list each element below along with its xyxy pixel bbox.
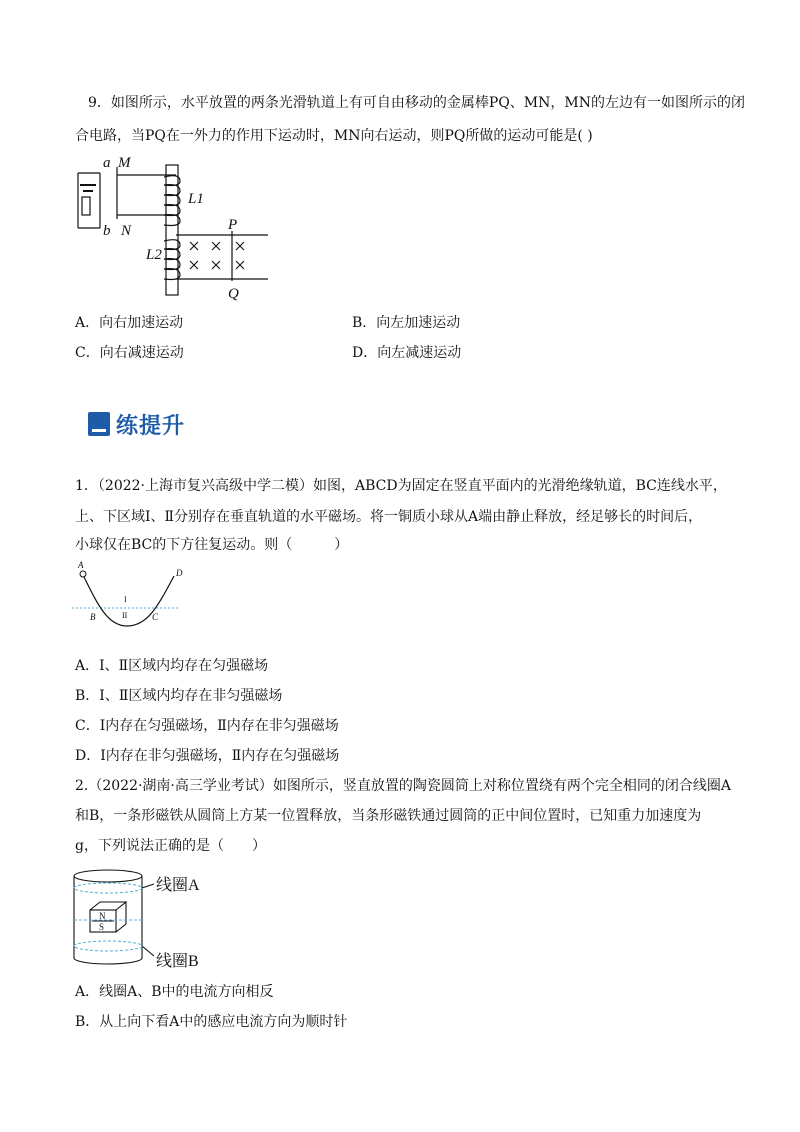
p1-option-b: B．Ⅰ、Ⅱ区域内均存在非匀强磁场 <box>75 688 283 704</box>
p2-stem-line3: g，下列说法正确的是（ ） <box>75 838 266 854</box>
p2-option-b: B．从上向下看A中的感应电流方向为顺时针 <box>75 1014 348 1030</box>
book-icon <box>88 412 110 436</box>
p1-track-figure <box>72 558 202 628</box>
label-a: a <box>103 155 111 171</box>
magnet-north: N <box>99 911 106 921</box>
q9-stem-line2: 合电路，当PQ在一外力的作用下运动时，MN向右运动，则PQ所做的运动可能是( ) <box>75 128 593 144</box>
p1-stem-line2: 上、下区域Ⅰ、Ⅱ分别存在垂直轨道的水平磁场。将一铜质小球从A端由静止释放，经足够长的时间后， <box>75 509 703 525</box>
p1-stem-line3: 小球仅在BC的下方往复运动。则（ ） <box>75 537 349 553</box>
q9-option-c: C．向右减速运动 <box>75 345 184 361</box>
p2-stem-line2: 和B，一条形磁铁从圆筒上方某一位置释放，当条形磁铁通过圆筒的正中间位置时，已知重力加速度为 <box>75 808 702 824</box>
p1-option-a: A．Ⅰ、Ⅱ区域内均存在匀强磁场 <box>75 658 269 674</box>
q9-circuit-figure <box>70 153 270 303</box>
q9-stem-line1: 9．如图所示，水平放置的两条光滑轨道上有可自由移动的金属棒PQ、MN，MN的左边有一如图所示的闭 <box>88 95 745 111</box>
label-q: Q <box>228 286 239 302</box>
label-coil-a: 线圈A <box>156 877 200 894</box>
label-l2: L2 <box>146 247 162 263</box>
section-title: 练提升 <box>116 413 186 439</box>
label-l1: L1 <box>188 191 204 207</box>
label-point-d: D <box>176 568 183 578</box>
p2-cylinder-figure <box>70 862 220 972</box>
label-region-1: I <box>124 595 127 604</box>
p2-stem-line1: 2.（2022·湖南·高三学业考试）如图所示，竖直放置的陶瓷圆筒上对称位置绕有两个完全相同的闭合线圈A <box>75 778 731 794</box>
p2-option-a: A．线圈A、B中的电流方向相反 <box>75 984 274 1000</box>
p1-option-d: D．Ⅰ内存在非匀强磁场，Ⅱ内存在匀强磁场 <box>75 748 340 764</box>
label-m: M <box>118 155 131 171</box>
label-n: N <box>121 223 132 239</box>
p1-stem-line1: 1．（2022·上海市复兴高级中学二模）如图，ABCD为固定在竖直平面内的光滑绝缘轨道，BC连线水平， <box>75 478 727 494</box>
q9-option-b: B．向左加速运动 <box>352 315 461 331</box>
label-point-c: C <box>152 612 159 622</box>
label-region-2: II <box>122 611 128 620</box>
q9-option-d: D．向左减速运动 <box>352 345 462 361</box>
magnet-south: S <box>99 922 105 932</box>
label-point-b: B <box>90 612 96 622</box>
label-p: P <box>228 217 238 233</box>
q9-option-a: A．向右加速运动 <box>75 315 184 331</box>
p1-option-c: C．Ⅰ内存在匀强磁场，Ⅱ内存在非匀强磁场 <box>75 718 339 734</box>
label-coil-b: 线圈B <box>156 953 199 970</box>
label-point-a: A <box>78 560 84 570</box>
label-b: b <box>103 223 111 239</box>
section-header <box>88 407 185 441</box>
